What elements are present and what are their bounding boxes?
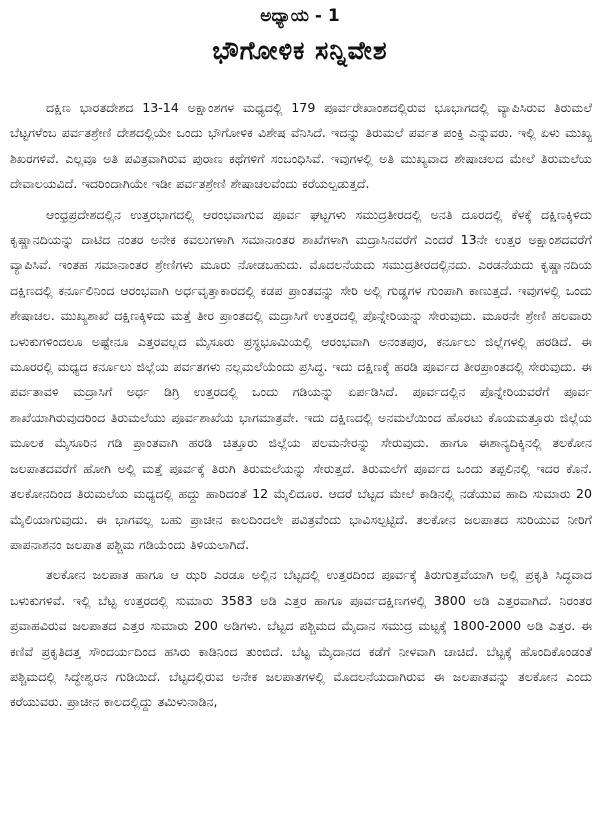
paragraph: ದಕ್ಷಿಣ ಭಾರತದೇಶದ 13-14 ಅಕ್ಷಾಂಶಗಳ ಮಧ್ಯದಲ್ಲಿ 179 ಪೂರ್ವರೇಖಾಂಶದಲ್ಲಿರುವ ಭೂಭಾಗದಲ್ಲಿ ವ್ಯಾಪಿಸಿರುವ ತಿರುಮಲೆ ಬೆಟ್ಟಗಳೆಂಬ ಪರ್ವತಶ್ರೇಣಿ ದೇಶದಲ್ಲಿಯೇ ಒಂದು ಭೌಗೋಳಿಕ ವಿಶೇಷ ವೆನಿಸಿದೆ. ಇದನ್ನು ತಿರುಮಲೆ ಪರ್ವತ ಪಂಕ್ತಿ ಎನ್ನುವರು. ಇಲ್ಲಿ ಏಳು ಮುಖ್ಯ ಶಿಖರಗಳಿವೆ. ಎಲ್ಲವೂ ಅತಿ ಪವಿತ್ರವಾಗಿರುವ ಪುರಾಣ ಕಥೆಗಳಿಗೆ ಸಂಬಂಧಿಸಿವೆ. ಇವುಗಳಲ್ಲಿ ಅತಿ ಮುಖ್ಯವಾದ ಶೇಷಾಚಲದ ಮೇಲೆ ತಿರುಮಲೆಯ ದೇವಾಲಯವಿದೆ. ಇದರಿಂದಾಗಿಯೇ ಇಡೀ ಪರ್ವತಶ್ರೇಣಿ ಶೇಷಾಚಲವೆಂದು ಕರೆಯಲ್ಪಡುತ್ತದೆ.	[10, 100, 592, 192]
chapter-title: ಭೌಗೋಳಿಕ ಸನ್ನಿವೇಶ	[212, 36, 388, 65]
body-text	[10, 95, 592, 720]
paragraph: ಆಂಧ್ರಪ್ರದೇಶದಲ್ಲಿನ ಉತ್ತರಭಾಗದಲ್ಲಿ ಆರಂಭವಾಗುವ ಪೂರ್ವ ಘಟ್ಟಗಳು ಸಮುದ್ರತೀರದಲ್ಲಿ ಅನತಿ ದೂರದಲ್ಲಿ ಕೆಳಕ್ಕೆ ದಕ್ಷಿಣಕ್ಕಿಳಿದು ಕೃಷ್ಣಾನದಿಯನ್ನು ದಾಟಿದ ನಂತರ ಅನೇಕ ಕವಲುಗಳಾಗಿ ಸಮಾನಾಂತರ ಶಾಖೆಗಳಾಗಿ ಮದ್ರಾಸಿನವರೆಗೆ ಎಂದರೆ 13ನೇ ಉತ್ತರ ಅಕ್ಷಾಂಶದವರೆಗೆ ವ್ಯಾಪಿಸಿವೆ. ಇಂತಹ ಸಮಾನಾಂತರ ಶ್ರೇಣಿಗಳು ಮೂರು ನೋಡಬಹುದು. ಮೊದಲನೆಯದು ಸಮುದ್ರತೀರದಲ್ಲಿನದು. ಎರಡನೆಯದು ಕೃಷ್ಣಾನದಿಯ ದಕ್ಷಿಣದಲ್ಲಿ ಕರ್ನೂಲಿನಿಂದ ಆರಂಭವಾಗಿ ಅರ್ಧವೃತ್ತಾಕಾರದಲ್ಲಿ ಕಡಪ ಪ್ರಾಂತವನ್ನು ಸೇರಿ ಅಲ್ಲಿ ಗುಡ್ಡಗಳ ಗುಂಪಾಗಿ ಕಾಣುತ್ತದೆ. ಇವುಗಳಲ್ಲಿ ಒಂದು ಶೇಷಾಚಲ. ಮುಖ್ಯಶಾಖೆ ದಕ್ಷಿಣಕ್ಕಿಳಿದು ಮತ್ತೆ ತೀರ ಪ್ರಾಂತದಲ್ಲಿ ಮದ್ರಾಸಿಗೆ ಉತ್ತರದಲ್ಲಿ ಪೊನ್ನೇರಿಯನ್ನು ಸೇರುವುದು. ಮೂರನೇ ಶ್ರೇಣಿ ಹಲವಾರು ಬಳುಕುಗಳಿಂದಲೂ ಅಷ್ಟೇನೂ ಎತ್ತರವಲ್ಲದ ಮೈಸೂರು ಪ್ರಸ್ಥಭೂಮಿಯಲ್ಲಿ ಆರಂಭವಾಗಿ ಅನಂತಪುರ, ಕರ್ನೂಲು ಜಿಲ್ಲೆಗಳಲ್ಲಿ ಹರಡಿದೆ. ಈ ಮೂರರಲ್ಲಿ ಮಧ್ಯದ ಕರ್ನೂಲು ಜಿಲ್ಲೆಯ ಪರ್ವತಗಳು ನಲ್ಲಮಲೆಯೆಂದು ಪ್ರಸಿದ್ಧ. ಇದು ದಕ್ಷಿಣಕ್ಕೆ ಹರಡಿ ಪೂರ್ವದ ತೀರಪ್ರಾಂತದಲ್ಲಿ ಸೇರುವುದು. ಈ ಪರ್ವತಾವಳಿ ಮದ್ರಾಸಿಗೆ ಅರ್ಧ ಡಿಗ್ರಿ ಉತ್ತರದಲ್ಲಿ ಒಂದು ಗಡಿಯನ್ನು ಏರ್ಪಡಿಸಿದೆ. ಪೂರ್ವದಲ್ಲಿನ ಪೊನ್ನೇರಿಯವರೆಗೆ ಪೂರ್ವ ಶಾಖೆಯಾಗಿರುವುದರಿಂದ ತಿರುಮಲೆಯು ಪೂರ್ವಶಾಖೆಯ ಭಾಗಮಾತ್ರವೇ. ಇದು ದಕ್ಷಿಣದಲ್ಲಿ ಅನಮಲೆಯಿಂದ ಹೊರಟು ಕೊಯಮತ್ತೂರು ಜಿಲ್ಲೆಯ ಮೂಲಕ ಮೈಸೂರಿನ ಗಡಿ ಪ್ರಾಂತವಾಗಿ ಹರಡಿ ಚಿತ್ತೂರು ಜಿಲ್ಲೆಯ ಪಲಮನೇರನ್ನು ಸೇರುವುದು. ಹಾಗೂ ಈಶಾನ್ಯದಿಕ್ಕಿನಲ್ಲಿ ತಲಕೋನ ಜಲಪಾತದವರೆಗೆ ಹೋಗಿ ಅಲ್ಲಿ ಮತ್ತೆ ಪೂರ್ವಕ್ಕೆ ತಿರುಗಿ ತಿರುಮಲೆಯನ್ನು ಸೇರುತ್ತದೆ. ತಿರುಮಲೆಗೆ ಪೂರ್ವದ ಒಂದು ತಪ್ಪಲಿನಲ್ಲಿ ಇದರ ಕೊನೆ. ತಲಕೋನದಿಂದ ತಿರುಮಲೆಯ ಮಧ್ಯದಲ್ಲಿ ಹದ್ದು ಹಾರಿದಂತೆ 12 ಮೈಲಿದೂರ. ಆದರೆ ಬೆಟ್ಟದ ಮೇಲೆ ಕಾಡಿನಲ್ಲಿ ನಡೆಯುವ ಹಾದಿ ಸುಮಾರು 20 ಮೈಲಿಯಾಗುವುದು. ಈ ಭಾಗವಲ್ಲ ಬಹು ಪ್ರಾಚೀನ ಕಾಲದಿಂದಲೇ ಪವಿತ್ರವೆಂದು ಭಾವಿಸಲ್ಪಟ್ಟಿದೆ. ತಲಕೋನ ಜಲಪಾತದ ಸುರಿಯುವ ನೀರಿಗೆ ಪಾಪನಾಶನಂ ಜಲಪಾತ ಪಶ್ಚಿಮ ಗಡಿಯೆಂದು ತಿಳಿಯಲಾಗಿದೆ.	[10, 206, 592, 552]
chapter-number: ಅಧ್ಯಾಯ - 1	[260, 6, 340, 26]
paragraph: ತಲಕೋನ ಜಲಪಾತ ಹಾಗೂ ಆ ಝರಿ ಎರಡೂ ಅಲ್ಲಿನ ಬೆಟ್ಟದಲ್ಲಿ ಉತ್ತರದಿಂದ ಪೂರ್ವಕ್ಕೆ ತಿರುಗುತ್ತವೆಯಾಗಿ ಅಲ್ಲಿ ಪ್ರಕೃತಿ ಸಿದ್ಧವಾದ ಬಳುಕುಗಳಿವೆ. ಇಲ್ಲಿ ಬೆಟ್ಟ ಉತ್ತರದಲ್ಲಿ ಸುಮಾರು 3583 ಅಡಿ ಎತ್ತರ ಹಾಗೂ ಪೂರ್ವದಕ್ಷಿಣಗಳಲ್ಲಿ 3800 ಅಡಿ ಎತ್ತರವಾಗಿದೆ. ನಿರಂತರ ಪ್ರವಾಹವಿರುವ ಜಲಪಾತದ ಎತ್ತರ ಸುಮಾರು 200 ಅಡಿಗಳು. ಬೆಟ್ಟದ ಪಶ್ಚಿಮದ ಮೈದಾನ ಸಮುದ್ರ ಮಟ್ಟಕ್ಕೆ 1800-2000 ಅಡಿ ಎತ್ತರ. ಈ ಕಣಿವೆ ಪ್ರಕೃತಿದತ್ತ ಸೌಂದರ್ಯದಿಂದ ಹಸಿರು ಕಾಡಿನಿಂದ ತುಂಬಿದೆ. ಬೆಟ್ಟ ಮೈದಾನದ ಕಡೆಗೆ ನೀಳವಾಗಿ ಚಾಚಿದೆ. ಬೆಟ್ಟಕ್ಕೆ ಹೊಂದಿಕೊಂಡಂತೆ ಪಶ್ಚಿಮದಲ್ಲಿ ಸಿದ್ಧೇಶ್ವರನ ಗುಡಿಯಿದೆ. ಬೆಟ್ಟದಲ್ಲಿರುವ ಅನೇಕ ಜಲಪಾತಗಳಲ್ಲಿ ಮೊದಲನೆಯದಾಗಿರುವ ಈ ಜಲಪಾತವನ್ನು ತಲಕೋನ ಎಂದು ಕರೆಯುವರು. ಪ್ರಾಚೀನ ಕಾಲದಲ್ಲಿದ್ದು ತಮಿಳುನಾಡಿನ,	[10, 567, 592, 710]
